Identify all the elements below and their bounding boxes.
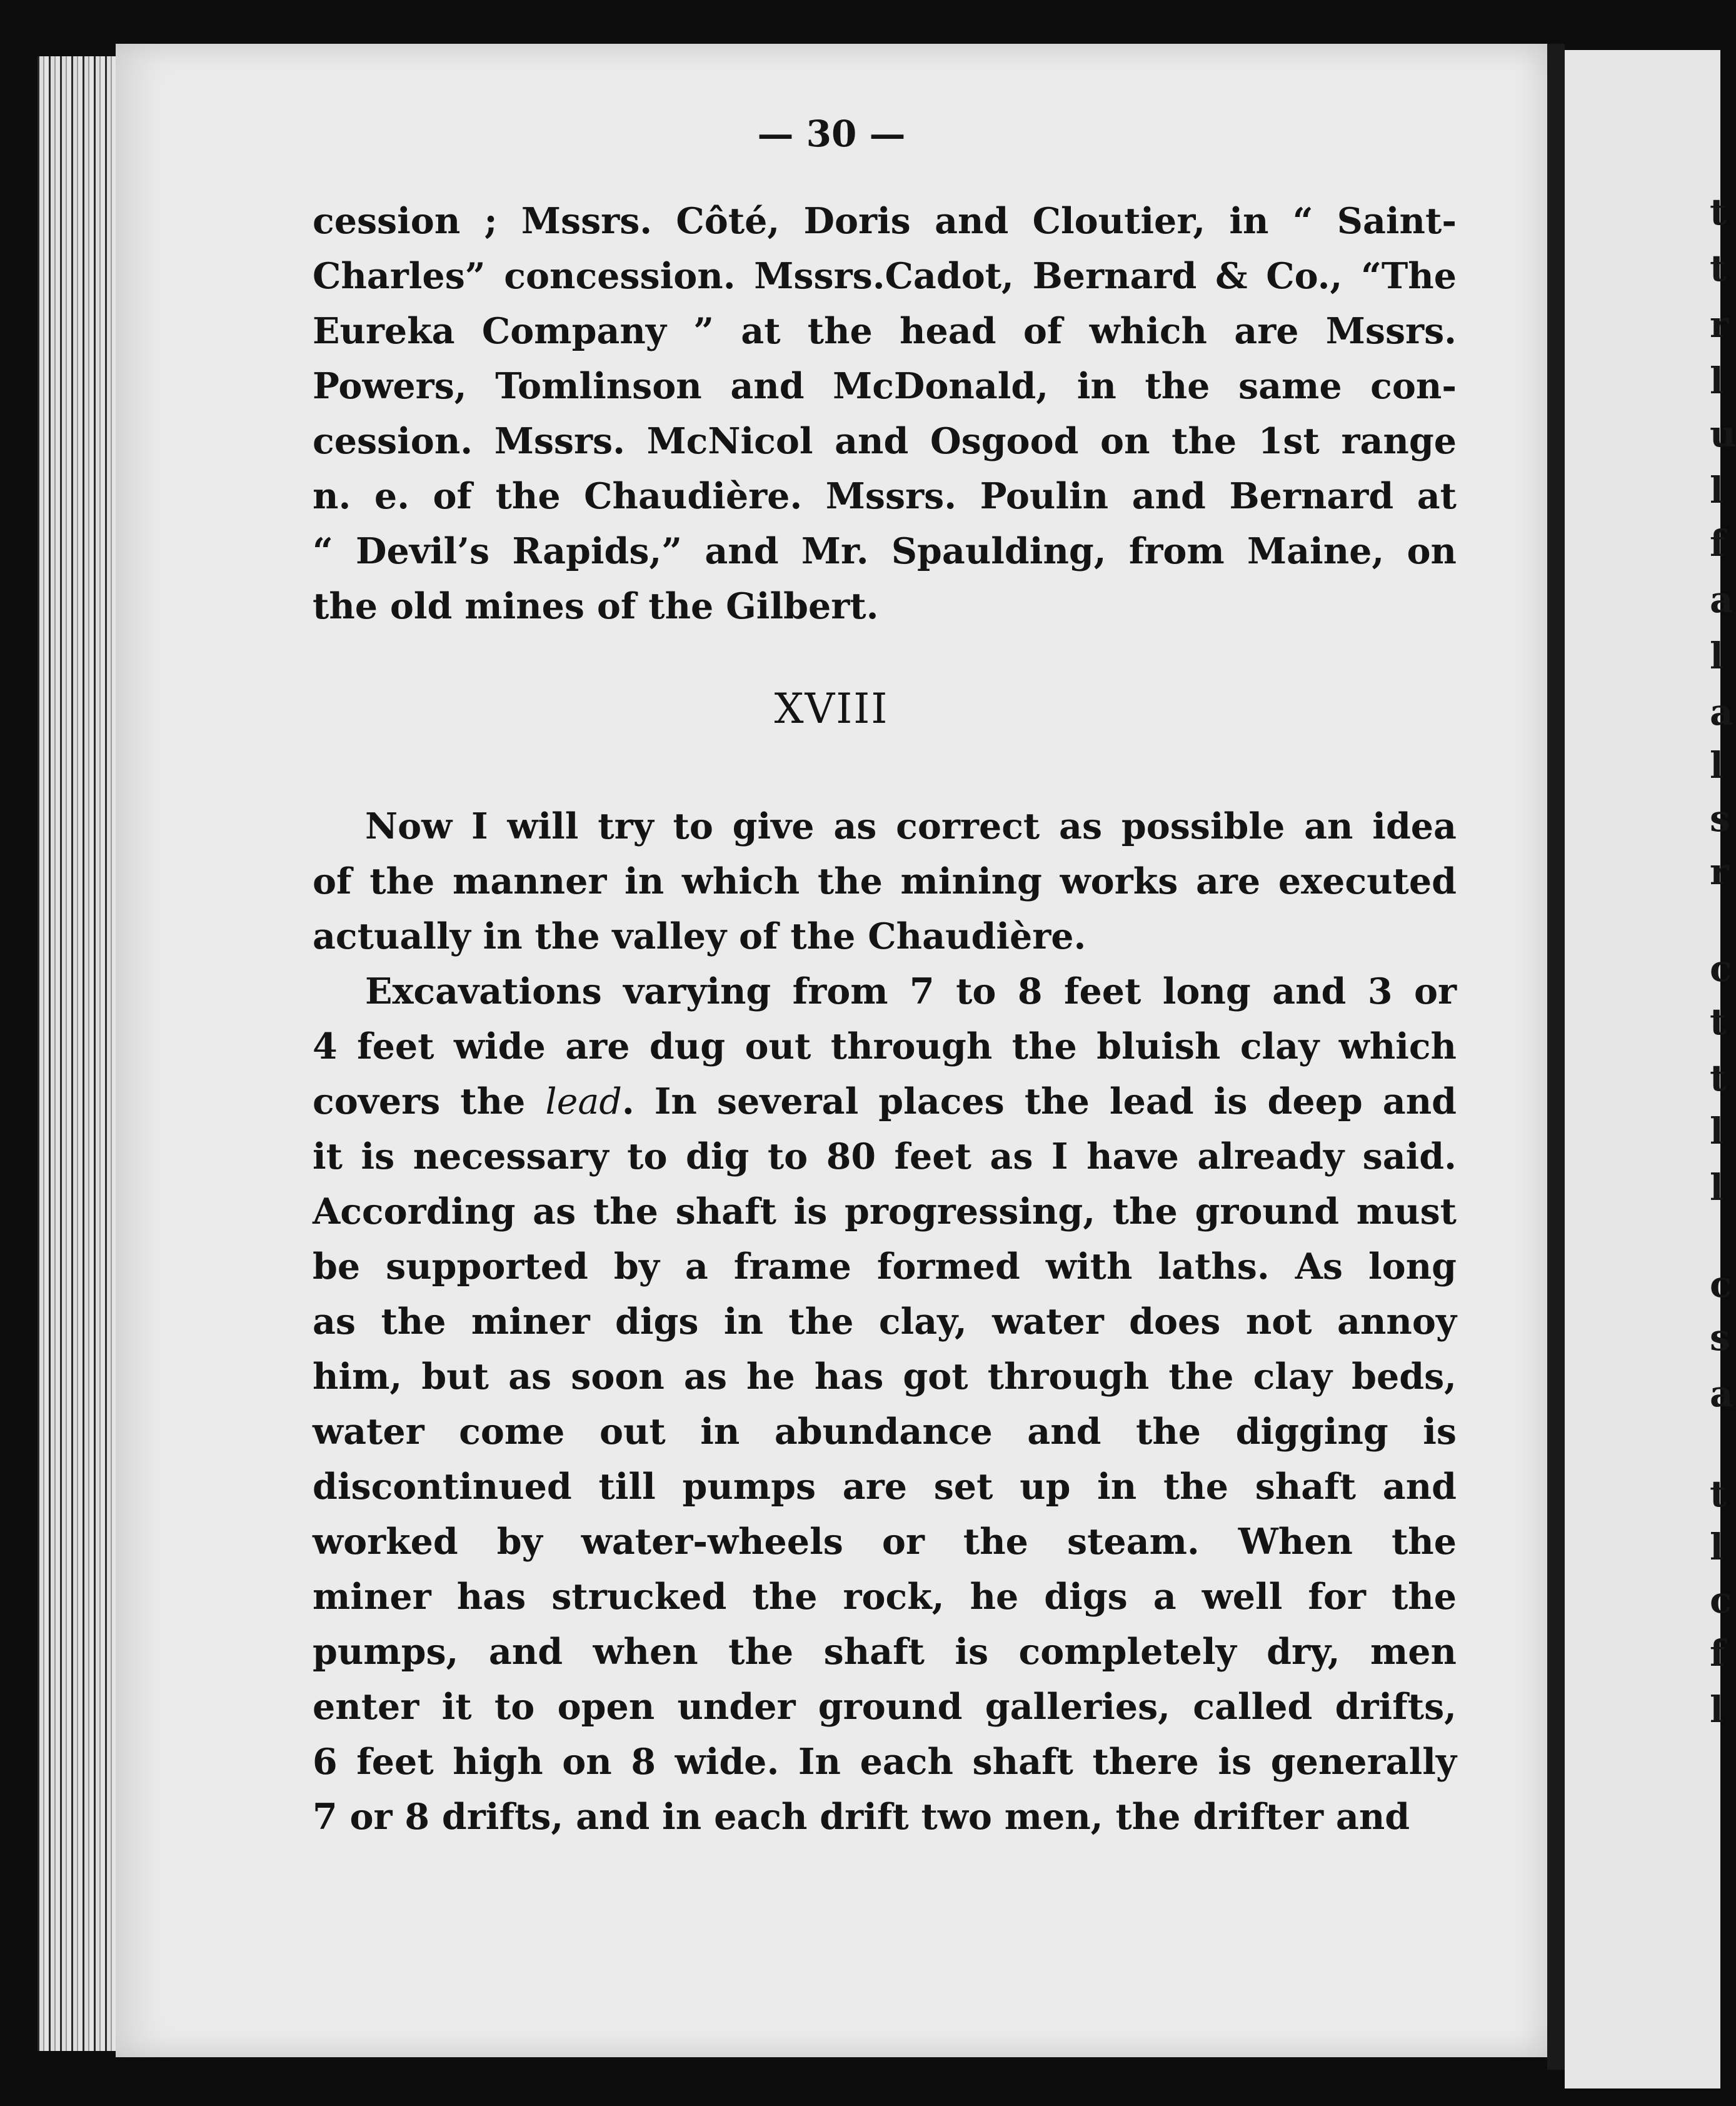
facing-page-letter: s: [1710, 797, 1730, 840]
facing-page-letter: u: [1710, 413, 1736, 455]
text-line: pumps, and when the shaft is completely dry, men: [313, 1631, 1457, 1673]
facing-page-letter: f: [1710, 1632, 1725, 1675]
text-line: Charles” concession. Mssrs.Cadot, Bernard & Co., “The: [313, 255, 1457, 297]
facing-page-letter: l: [1710, 1688, 1724, 1731]
facing-page-letter: t: [1710, 1057, 1727, 1099]
facing-page-letter: l: [1710, 1110, 1724, 1152]
text-line: miner has strucked the rock, he digs a well for the: [313, 1576, 1457, 1618]
text-line: 6 feet high on 8 wide. In each shaft there is generally: [313, 1741, 1457, 1783]
paragraph-concessions: [313, 194, 1457, 634]
text-line: Eureka Company ” at the head of which are Mssrs.: [313, 310, 1457, 352]
text-line: as the miner digs in the clay, water does not annoy: [313, 1301, 1457, 1343]
section-heading: XVIII: [774, 685, 889, 733]
text-line: enter it to open under ground galleries, called drifts,: [313, 1686, 1457, 1728]
paragraph-mining-works: [313, 799, 1457, 1845]
text-line: Excavations varying from 7 to 8 feet long and 3 or: [365, 970, 1457, 1012]
book-spine-edge: [38, 56, 116, 2051]
text-line: 4 feet wide are dug out through the bluish clay which: [313, 1025, 1457, 1067]
facing-page-letter: a: [1710, 1373, 1733, 1415]
text-line: covers the lead. In several places the lead is deep and: [313, 1081, 1457, 1122]
facing-page-letter: r: [1710, 850, 1729, 893]
text-line: him, but as soon as he has got through the clay beds,: [313, 1356, 1457, 1398]
text-line: actually in the valley of the Chaudière.: [313, 915, 1086, 957]
facing-page-letter: t: [1710, 1000, 1727, 1043]
facing-page-letter: c: [1710, 947, 1732, 990]
facing-page-letter: t: [1710, 191, 1727, 233]
facing-page-letter: l: [1710, 1166, 1724, 1209]
facing-page-letter: f: [1710, 522, 1725, 565]
facing-page-letter: l: [1710, 1526, 1724, 1568]
page-number: — 30 —: [757, 113, 906, 155]
facing-page-edge: [1565, 50, 1736, 2088]
facing-page-letter: r: [1710, 303, 1729, 346]
facing-page-letter: a: [1710, 578, 1733, 621]
text-line: water come out in abundance and the digging is: [313, 1411, 1457, 1453]
facing-page-letter: c: [1710, 1579, 1732, 1621]
facing-page-letter: l: [1710, 469, 1724, 511]
facing-page-letter: t: [1710, 247, 1727, 290]
text-line: cession. Mssrs. McNicol and Osgood on the 1st range: [313, 420, 1457, 462]
text-line: the old mines of the Gilbert.: [313, 585, 879, 627]
book-gutter: [1547, 44, 1565, 2070]
text-line: be supported by a frame formed with laths. As long: [313, 1246, 1457, 1287]
text-line: worked by water-wheels or the steam. When the: [313, 1521, 1457, 1563]
facing-page-letter: s: [1710, 1316, 1730, 1359]
text-line: Powers, Tomlinson and McDonald, in the same con-: [313, 365, 1457, 407]
facing-page-letter: t: [1710, 1473, 1727, 1515]
text-line: According as the shaft is progressing, the ground must: [313, 1191, 1457, 1232]
text-line: Now I will try to give as correct as possible an idea: [365, 805, 1457, 847]
text-line: n. e. of the Chaudière. Mssrs. Poulin and Bernard at: [313, 475, 1457, 517]
facing-page-letter: l: [1710, 360, 1724, 402]
text-line: discontinued till pumps are set up in the shaft and: [313, 1466, 1457, 1508]
facing-page-letter: l: [1710, 744, 1724, 787]
text-line: “ Devil’s Rapids,” and Mr. Spaulding, from Maine, on: [313, 530, 1457, 572]
text-line: it is necessary to dig to 80 feet as I have already said.: [313, 1136, 1457, 1177]
facing-page-letter: c: [1710, 1263, 1732, 1306]
text-line: of the manner in which the mining works are executed: [313, 860, 1457, 902]
text-line: 7 or 8 drifts, and in each drift two men, the drifter and: [313, 1796, 1410, 1838]
facing-page-letter: l: [1710, 635, 1724, 677]
facing-page-letter: a: [1710, 691, 1733, 733]
text-line: cession ; Mssrs. Côté, Doris and Cloutier, in “ Saint-: [313, 200, 1457, 242]
